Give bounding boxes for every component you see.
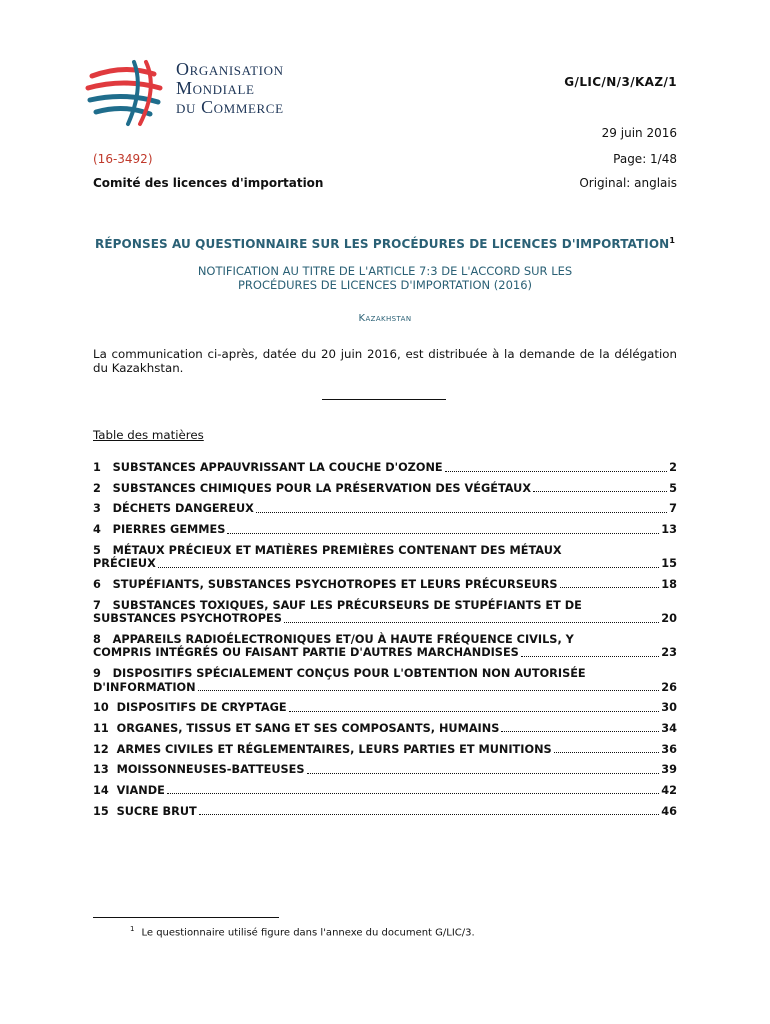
toc-item-page: 30: [661, 701, 677, 715]
toc-leader-dots: [284, 621, 659, 623]
toc-item-title: 15 SUCRE BRUT: [93, 804, 197, 818]
toc-item[interactable]: [93, 805, 677, 819]
toc-item-title: 6 STUPÉFIANTS, SUBSTANCES PSYCHOTROPES ET LEURS PRÉCURSEURS: [93, 577, 558, 591]
toc-item-page: 18: [661, 577, 677, 591]
toc-item-page: 15: [661, 557, 677, 571]
toc-item-title-line-1: 7 SUBSTANCES TOXIQUES, SAUF LES PRÉCURSEURS DE STUPÉFIANTS ET DE: [93, 598, 582, 612]
toc-leader-dots: [199, 813, 660, 815]
toc-item-title: 11 ORGANES, TISSUS ET SANG ET SES COMPOSANTS, HUMAINS: [93, 721, 500, 735]
toc-leader-dots: [227, 532, 659, 534]
toc-item[interactable]: [93, 544, 677, 571]
subtitle-line-2: PROCÉDURES DE LICENCES D'IMPORTATION (2016): [237, 278, 533, 292]
logo-line-3: du Commerce: [176, 97, 284, 117]
toc-item-title: 1 SUBSTANCES APPAUVRISSANT LA COUCHE D'OZONE: [93, 461, 443, 474]
toc-item[interactable]: [93, 633, 677, 660]
toc-item-title-line-1: 5 MÉTAUX PRÉCIEUX ET MATIÈRES PREMIÈRES CONTENANT DES MÉTAUX: [93, 543, 562, 557]
footnote-number: 1: [130, 925, 135, 933]
toc-leader-dots: [521, 655, 659, 657]
toc-item-title: 12 ARMES CIVILES ET RÉGLEMENTAIRES, LEURS PARTIES ET MUNITIONS: [93, 742, 552, 756]
toc-item-page: 26: [661, 680, 677, 694]
toc-item[interactable]: [93, 743, 677, 757]
toc-item[interactable]: [93, 667, 677, 694]
intro-paragraph: La communication ci-après, datée du 20 juin 2016, est distribuée à la demande de la délégation du Kazakhstan.: [93, 347, 677, 375]
separator-rule: [322, 399, 446, 400]
toc-item[interactable]: [93, 599, 677, 626]
wto-logo: [84, 58, 334, 128]
footnote-rule: [93, 917, 279, 918]
toc-item-last-line: [93, 612, 677, 626]
toc-item-page: 42: [661, 783, 677, 797]
logo-wordmark: [176, 60, 284, 117]
toc-item[interactable]: [93, 502, 677, 516]
document-reference: (16-3492): [93, 152, 153, 166]
toc-item[interactable]: [93, 722, 677, 736]
toc-item-last-line: [93, 681, 677, 695]
toc-item-title-line-2: PRÉCIEUX: [93, 557, 156, 571]
toc-item-title-line-2: COMPRIS INTÉGRÉS OU FAISANT PARTIE D'AUTRES MARCHANDISES: [93, 646, 519, 660]
country-name: Kazakhstan: [358, 313, 412, 324]
toc-item-page: 39: [661, 763, 677, 777]
toc-item-page: 2: [669, 461, 677, 474]
toc-item-title-line-2: SUBSTANCES PSYCHOTROPES: [93, 612, 282, 626]
toc-item-page: 34: [661, 721, 677, 735]
toc-leader-dots: [289, 710, 660, 712]
toc-leader-dots: [533, 490, 667, 492]
toc-leader-dots: [554, 751, 660, 753]
footnote-mark[interactable]: 1: [669, 236, 675, 245]
toc-leader-dots: [158, 566, 659, 568]
toc-item-page: 13: [661, 523, 677, 537]
document-subtitle: [93, 264, 677, 292]
toc-leader-dots: [445, 470, 667, 472]
toc-item[interactable]: [93, 763, 677, 777]
logo-line-1: Organisation: [176, 59, 284, 79]
toc-item-title-line-1: 9 DISPOSITIFS SPÉCIALEMENT CONÇUS POUR L'OBTENTION NON AUTORISÉE: [93, 667, 586, 680]
table-of-contents: [93, 461, 677, 825]
toc-item-title: 13 MOISSONNEUSES-BATTEUSES: [93, 763, 305, 777]
document-title-text: RÉPONSES AU QUESTIONNAIRE SUR LES PROCÉDURES DE LICENCES D'IMPORTATION: [95, 237, 670, 251]
toc-heading: Table des matières: [93, 428, 204, 442]
toc-item-page: 5: [669, 481, 677, 495]
toc-item[interactable]: [93, 461, 677, 475]
committee-name: Comité des licences d'importation: [93, 176, 324, 190]
toc-leader-dots: [501, 730, 659, 732]
footnote-text: Le questionnaire utilisé figure dans l'annexe du document G/LIC/3.: [141, 927, 475, 939]
toc-item-last-line: [93, 646, 677, 660]
document-symbol: G/LIC/N/3/KAZ/1: [564, 75, 677, 89]
toc-leader-dots: [307, 772, 660, 774]
original-language: Original: anglais: [579, 176, 677, 190]
toc-item-page: 23: [661, 646, 677, 660]
toc-item-title: 3 DÉCHETS DANGEREUX: [93, 502, 254, 516]
toc-item-title: 2 SUBSTANCES CHIMIQUES POUR LA PRÉSERVATION DES VÉGÉTAUX: [93, 481, 532, 495]
toc-item-page: 46: [661, 804, 677, 818]
toc-item-title-line-1: 8 APPAREILS RADIOÉLECTRONIQUES ET/OU À HAUTE FRÉQUENCE CIVILS, Y: [93, 632, 574, 646]
toc-item-title: 4 PIERRES GEMMES: [93, 523, 226, 537]
toc-item-last-line: [93, 557, 677, 571]
toc-item-page: 36: [661, 742, 677, 756]
toc-leader-dots: [560, 586, 660, 588]
toc-item-title: 10 DISPOSITIFS DE CRYPTAGE: [93, 701, 287, 715]
toc-item-page: 20: [661, 612, 677, 626]
toc-item[interactable]: [93, 784, 677, 798]
toc-item-title: 14 VIANDE: [93, 783, 165, 797]
toc-leader-dots: [198, 689, 660, 691]
footnote: [130, 925, 475, 938]
toc-item[interactable]: [93, 523, 677, 537]
toc-item-title-line-2: D'INFORMATION: [93, 680, 196, 694]
page-number: Page: 1/48: [613, 152, 677, 166]
toc-item[interactable]: [93, 578, 677, 592]
document-title: [93, 236, 677, 251]
subtitle-line-1: NOTIFICATION AU TITRE DE L'ARTICLE 7:3 DE L'ACCORD SUR LES: [197, 264, 573, 278]
document-date: 29 juin 2016: [601, 126, 677, 140]
toc-item[interactable]: [93, 701, 677, 715]
wto-globe-icon: [84, 58, 168, 128]
toc-item-page: 7: [669, 502, 677, 516]
logo-line-2: Mondiale: [176, 78, 255, 98]
toc-leader-dots: [256, 511, 667, 513]
toc-item[interactable]: [93, 482, 677, 496]
toc-leader-dots: [167, 792, 659, 794]
